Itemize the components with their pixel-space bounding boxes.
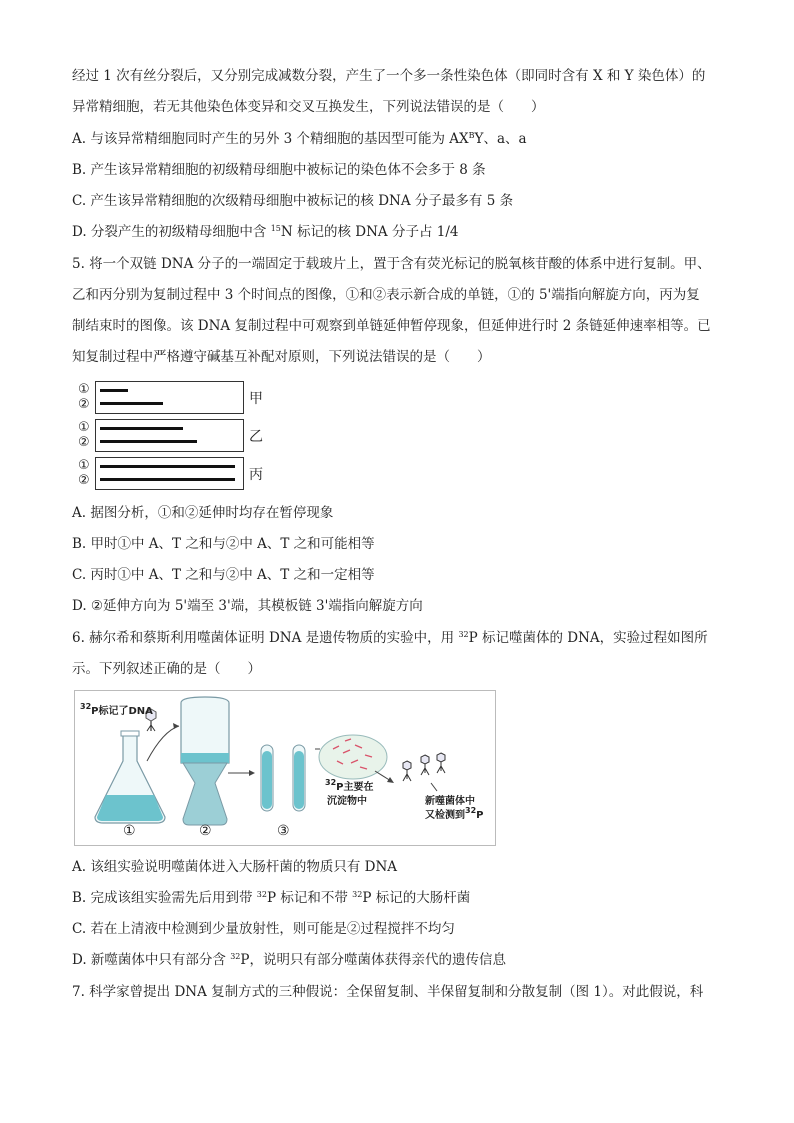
q5-option-b: B. 甲时①中 A、T 之和与②中 A、T 之和可能相等	[72, 536, 375, 552]
step-3-label: ③	[277, 823, 290, 839]
panel-box	[95, 457, 244, 490]
label-p32-dna: $^{32}$P标记了DNA	[80, 702, 153, 717]
strand-2-label: ②	[78, 397, 90, 412]
step-1-label: ①	[123, 823, 136, 839]
q6-option-b: B. 完成该组实验需先后用到带 $^{32}$P 标记和不带 $^{32}$P 标记的大肠杆菌	[72, 890, 471, 906]
strand-1-bar	[100, 465, 235, 468]
step-2-label: ②	[199, 823, 212, 839]
q4-option-b: B. 产生该异常精细胞的初级精母细胞中被标记的染色体不会多于 8 条	[72, 162, 486, 178]
q5-stem-line2: 乙和丙分别为复制过程中 3 个时间点的图像，①和②表示新合成的单链，①的 5'端指向解旋方向，丙为复	[72, 287, 700, 303]
panel-box	[95, 381, 244, 414]
q5-stem-line3: 制结束时的图像。该 DNA 复制过程中可观察到单链延伸暂停现象，但延伸进行时 2 条链延伸速率相等。已	[72, 318, 711, 334]
panel-box	[95, 419, 244, 452]
q6-stem-line1: 6. 赫尔希和蔡斯利用噬菌体证明 DNA 是遗传物质的实验中，用 $^{32}$P 标记噬菌体的 DNA，实验过程如图所	[72, 630, 708, 646]
strand-1-bar	[100, 389, 128, 392]
strand-1-label: ①	[78, 458, 90, 473]
q5-stem-line1: 5. 将一个双链 DNA 分子的一端固定于载玻片上，置于含有荧光标记的脱氧核苷酸的体系中进行复制。甲、	[72, 256, 711, 272]
q4-option-a: A. 与该异常精细胞同时产生的另外 3 个精细胞的基因型可能为 $AX^BY$、a、a	[72, 131, 527, 147]
strand-2-label: ②	[78, 435, 90, 450]
q5-option-c: C. 丙时①中 A、T 之和与②中 A、T 之和一定相等	[72, 567, 375, 583]
q7-stem-line1: 7. 科学家曾提出 DNA 复制方式的三种假说：全保留复制、半保留复制和分散复制（图 1）。对此假说，科	[72, 984, 704, 1000]
label-new-phage-line2: 又检测到$^{32}$P	[425, 806, 484, 821]
q4-option-c: C. 产生该异常精细胞的次级精母细胞中被标记的核 DNA 分子最多有 5 条	[72, 193, 514, 209]
strand-2-bar	[100, 402, 163, 405]
q5-option-a: A. 据图分析，①和②延伸时均存在暂停现象	[72, 505, 334, 521]
q5-stem-line4: 知复制过程中严格遵守碱基互补配对原则，下列说法错误的是（ ）	[72, 349, 491, 365]
strand-1-label: ①	[78, 382, 90, 397]
label-new-phage: 新噬菌体中	[425, 796, 475, 807]
q6-option-c: C. 若在上清液中检测到少量放射性，则可能是②过程搅拌不均匀	[72, 921, 455, 937]
q5-option-d: D. ②延伸方向为 5'端至 3'端，其模板链 3'端指向解旋方向	[72, 598, 423, 614]
q6-stem-line2: 示。下列叙述正确的是（ ）	[72, 661, 261, 677]
label-precipitate: $^{32}$P主要在	[325, 778, 374, 793]
strand-2-bar	[100, 440, 197, 443]
q4-stem-line1: 经过 1 次有丝分裂后，又分别完成减数分裂，产生了一个多一条性染色体（即同时含有 X 和 Y 染色体）的	[72, 68, 706, 84]
strand-1-label: ①	[78, 420, 90, 435]
strand-1-bar	[100, 427, 183, 430]
q4-stem-line2: 异常精细胞，若无其他染色体变异和交叉互换发生，下列说法错误的是（ ）	[72, 99, 545, 115]
panel-label: 丙	[249, 467, 263, 483]
q4-option-d: D. 分裂产生的初级精母细胞中含 $^{15}$N 标记的核 DNA 分子占 1/4	[72, 224, 459, 240]
strand-2-label: ②	[78, 473, 90, 488]
label-precipitate-line2: 沉淀物中	[327, 796, 367, 807]
q6-option-a: A. 该组实验说明噬菌体进入大肠杆菌的物质只有 DNA	[72, 859, 398, 875]
panel-label: 甲	[249, 391, 263, 407]
q6-experiment-figure	[74, 690, 496, 846]
strand-2-bar	[100, 478, 235, 481]
panel-label: 乙	[249, 429, 263, 445]
q6-option-d: D. 新噬菌体中只有部分含 $^{32}$P，说明只有部分噬菌体获得亲代的遗传信息	[72, 952, 506, 968]
